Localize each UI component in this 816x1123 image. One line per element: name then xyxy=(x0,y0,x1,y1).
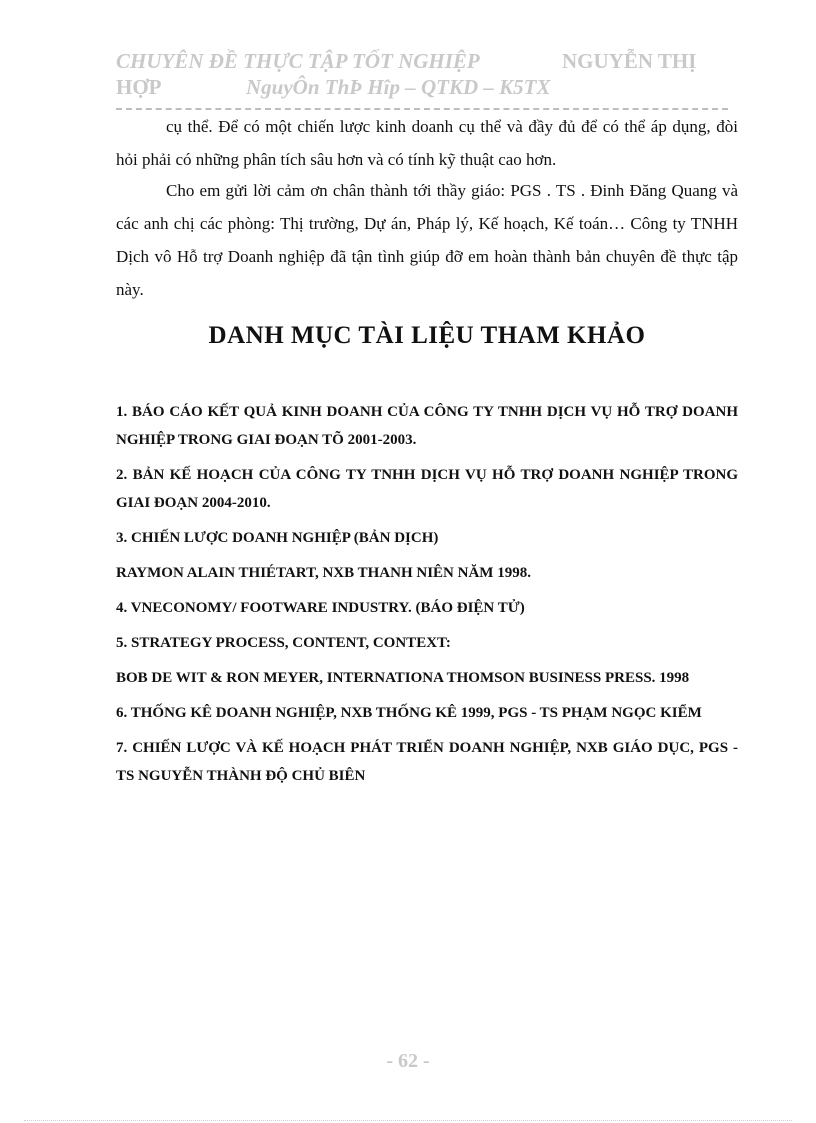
reference-item: 1. BÁO CÁO KẾT QUẢ KINH DOANH CỦA CÔNG TY TNHH DỊCH VỤ HỖ TRỢ DOANH NGHIỆP TRONG GIAI ĐOẠN TÕ 2001-2003. xyxy=(116,404,738,448)
page-number: - 62 - xyxy=(386,1050,430,1072)
reference-item: 3. CHIẾN LƯỢC DOANH NGHIỆP (BẢN DỊCH) xyxy=(116,530,439,546)
reference-item: 7. CHIẾN LƯỢC VÀ KẾ HOẠCH PHÁT TRIỂN DOANH NGHIỆP, NXB GIÁO DỤC, PGS - TS NGUYỄN THÀNH ĐỘ CHỦ BIÊN xyxy=(116,740,738,784)
reference-item: 5. STRATEGY PROCESS, CONTENT, CONTEXT: xyxy=(116,635,451,651)
header-author-name-cont: HỢP xyxy=(116,75,162,99)
page-bottom-rule xyxy=(24,1120,792,1121)
acknowledgement-paragraph: Cho em gửi lời cảm ơn chân thành tới thầy giáo: PGS . TS . Đinh Đăng Quang và các anh chị các phòng: Thị trường, Dự án, Pháp lý, Kế hoạch, Kế toán… Công ty TNHH Dịch vô Hỗ trợ Doanh nghiệp đã tận tình giúp đỡ em hoàn thành bản chuyên đề thực tập này. xyxy=(116,181,738,299)
references-title: DANH MỤC TÀI LIỆU THAM KHẢO xyxy=(208,322,646,349)
reference-item: RAYMON ALAIN THIÉTART, NXB THANH NIÊN NĂM 1998. xyxy=(116,565,531,581)
reference-item: 4. VNECONOMY/ FOOTWARE INDUSTRY. (BÁO ĐIỆN TỬ) xyxy=(116,600,525,616)
reference-item: 2. BẢN KẾ HOẠCH CỦA CÔNG TY TNHH DỊCH VỤ HỖ TRỢ DOANH NGHIỆP TRONG GIAI ĐOẠN 2004-2010. xyxy=(116,467,738,511)
header-author-class: NguyÔn ThÞ Hîp – QTKD – K5TX xyxy=(246,75,551,99)
reference-item: BOB DE WIT & RON MEYER, INTERNATIONA THOMSON BUSINESS PRESS. 1998 xyxy=(116,670,690,686)
reference-list xyxy=(116,398,738,797)
reference-item: 6. THỐNG KÊ DOANH NGHIỆP, NXB THỐNG KÊ 1999, PGS - TS PHẠM NGỌC KIỂM xyxy=(116,705,702,721)
body-paragraph: cụ thể. Để có một chiến lược kinh doanh cụ thể và đầy đủ để có thể áp dụng, đòi hỏi phải có những phân tích sâu hơn và có tính kỹ thuật cao hơn. xyxy=(116,117,738,169)
header-chapter-title: CHUYÊN ĐỀ THỰC TẬP TỐT NGHIỆP xyxy=(116,49,480,73)
header-author-name: NGUYỄN THỊ xyxy=(562,49,697,73)
page-header xyxy=(116,46,728,110)
